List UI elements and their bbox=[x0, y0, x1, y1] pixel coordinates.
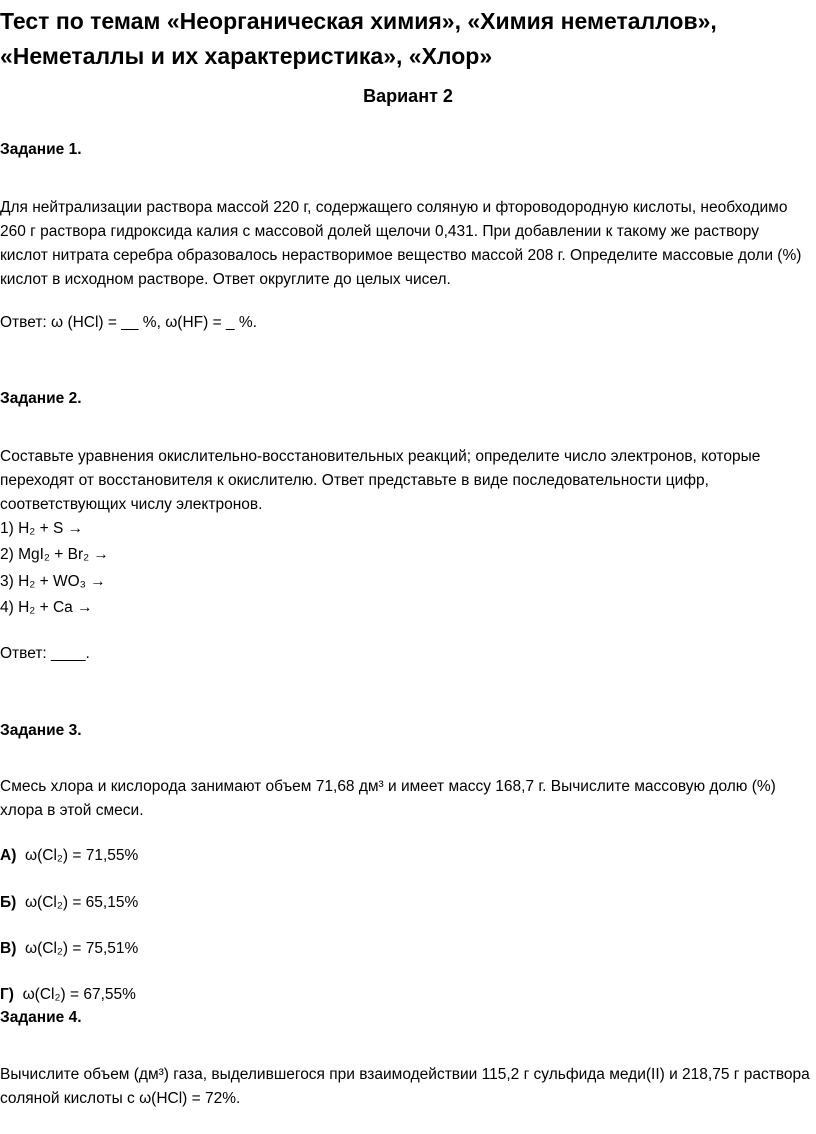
option-text: ω(Cl₂) = 75,51% bbox=[24, 940, 139, 957]
task-1-answer: Ответ: ω (HCl) = __ %, ω(HF) = _ %. bbox=[0, 314, 257, 331]
answer-option-v bbox=[0, 938, 138, 960]
option-text: ω(Cl₂) = 67,55% bbox=[22, 986, 136, 1003]
task-1-text: Для нейтрализации раствора массой 220 г, содержащего соляную и фтороводородную кислоты, необходимо 260 г раствора гидроксида калия с массовой долей щелочи 0,431. При добавлении к такому же раствору кислот нитрата серебра образовалось нерастворимое вещество массой 208 г. Определите массовые доли (%) кислот в исходном растворе. Ответ округлите до целых чисел. bbox=[0, 199, 802, 288]
answer-option-g bbox=[0, 984, 136, 1006]
option-letter: А) bbox=[0, 847, 17, 864]
task-2-heading: Задание 2. bbox=[0, 390, 82, 407]
list-item: 2) MgI₂ + Br₂ → bbox=[0, 546, 109, 563]
option-text: ω(Cl₂) = 65,15% bbox=[24, 894, 139, 911]
list-item: 1) H₂ + S → bbox=[0, 520, 84, 537]
option-letter: Г) bbox=[0, 986, 14, 1003]
task-2-answer: Ответ: ____. bbox=[0, 645, 90, 662]
task-2-text: Составьте уравнения окислительно-восстановительных реакций; определите число электронов, которые переходят от восстановителя к окислителю. Ответ представьте в виде последовательности цифр, соответствующих числу электронов. bbox=[0, 448, 761, 513]
page-title: Тест по темам «Неорганическая химия», «Химия неметаллов», «Неметаллы и их характеристика», «Хлор» bbox=[0, 8, 717, 69]
option-letter: Б) bbox=[0, 894, 17, 911]
answer-option-b bbox=[0, 892, 138, 914]
option-text: ω(Cl₂) = 71,55% bbox=[24, 847, 139, 864]
task-3-heading: Задание 3. bbox=[0, 722, 82, 739]
variant-heading: Вариант 2 bbox=[363, 86, 453, 106]
task-4-text: Вычислите объем (дм³) газа, выделившегося при взаимодействии 115,2 г сульфида меди(II) и 218,75 г раствора соляной кислоты с ω(HCl) = 72%. bbox=[0, 1066, 810, 1107]
list-item: 3) H₂ + WO₃ → bbox=[0, 573, 106, 590]
answer-option-a bbox=[0, 845, 138, 867]
task-3-text: Смесь хлора и кислорода занимают объем 71,68 дм³ и имеет массу 168,7 г. Вычислите массовую долю (%) хлора в этой смеси. bbox=[0, 778, 776, 819]
option-letter: В) bbox=[0, 940, 17, 957]
task-4-heading: Задание 4. bbox=[0, 1009, 82, 1026]
task-1-heading: Задание 1. bbox=[0, 141, 82, 158]
list-item: 4) H₂ + Ca → bbox=[0, 599, 93, 616]
